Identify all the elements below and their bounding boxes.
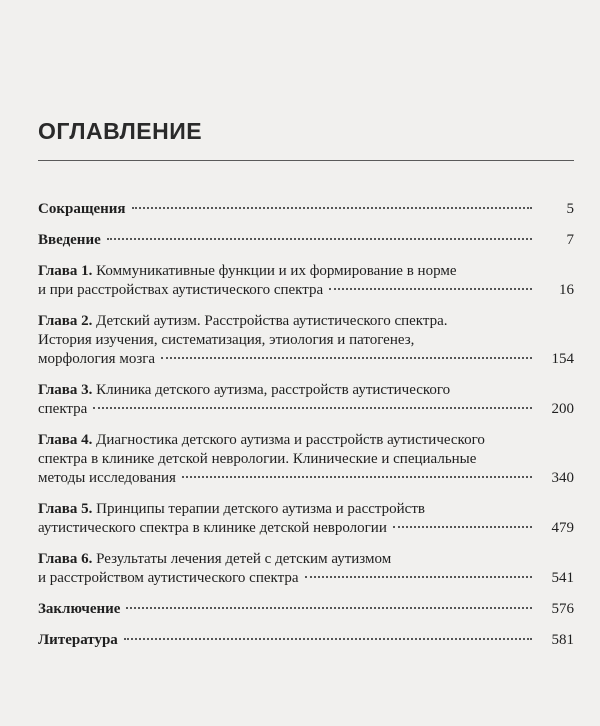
toc-entry-text: и расстройством аутистического спектра: [38, 570, 299, 586]
toc-entry-text: Диагностика детского аутизма и расстройств аутистического: [96, 432, 485, 448]
toc-entry-introduction[interactable]: [38, 231, 574, 250]
toc-page-number: 576: [551, 601, 574, 617]
toc-entry-label: Введение: [38, 232, 101, 248]
leader-dots: [329, 288, 532, 290]
toc-entry-abbreviations[interactable]: [38, 200, 574, 219]
toc-page-number: 200: [551, 401, 574, 417]
toc-entry-label: Глава 1.: [38, 263, 93, 279]
toc-entry-text: Результаты лечения детей с детским аутизмом: [96, 551, 392, 567]
toc-page-number: 154: [551, 351, 574, 367]
toc-page-number: 340: [551, 470, 574, 486]
leader-dots: [393, 526, 532, 528]
toc-entry-chapter-2[interactable]: [38, 312, 574, 369]
toc-entry-text: и при расстройствах аутистического спектра: [38, 282, 324, 298]
toc-page-number: 7: [566, 232, 574, 248]
toc-entry-label: Литература: [38, 632, 118, 648]
toc-entry-text: морфология мозга: [38, 351, 156, 367]
toc-page-number: 479: [551, 520, 574, 536]
toc-entry-text: спектра: [38, 401, 88, 417]
toc-entry-text: Клиника детского аутизма, расстройств аутистического: [96, 382, 451, 398]
title-divider: [38, 160, 574, 161]
toc-entry-conclusion[interactable]: [38, 600, 574, 619]
toc-entry-references[interactable]: [38, 631, 574, 650]
toc-entry-text: спектра в клинике детской неврологии. Клинические и специальные: [38, 451, 477, 467]
toc-entry-label: Глава 5.: [38, 501, 93, 517]
toc-entry-chapter-6[interactable]: [38, 550, 574, 588]
toc-entry-text: Детский аутизм. Расстройства аутистического спектра.: [96, 313, 448, 329]
leader-dots: [124, 638, 532, 640]
toc-page-number: 581: [551, 632, 574, 648]
leader-dots: [161, 357, 532, 359]
toc-entry-text: Принципы терапии детского аутизма и расстройств: [96, 501, 425, 517]
toc-entry-text: методы исследования: [38, 470, 176, 486]
leader-dots: [305, 576, 532, 578]
toc-page-number: 16: [559, 282, 574, 298]
toc-entry-label: Сокращения: [38, 201, 126, 217]
toc-entry-label: Глава 6.: [38, 551, 93, 567]
leader-dots: [132, 207, 532, 209]
toc-entry-text: История изучения, систематизация, этиология и патогенез,: [38, 332, 415, 348]
toc-entry-chapter-3[interactable]: [38, 381, 574, 419]
toc-entry-chapter-1[interactable]: [38, 262, 574, 300]
page-title: ОГЛАВЛЕНИЕ: [38, 118, 203, 144]
toc-entry-text: аутистического спектра в клинике детской неврологии: [38, 520, 387, 536]
leader-dots: [107, 238, 532, 240]
toc-entry-chapter-4[interactable]: [38, 431, 574, 488]
toc-page-number: 5: [566, 201, 574, 217]
leader-dots: [182, 476, 532, 478]
table-of-contents: [38, 200, 574, 662]
toc-entry-label: Глава 4.: [38, 432, 93, 448]
toc-entry-label: Глава 2.: [38, 313, 93, 329]
toc-entry-label: Заключение: [38, 601, 121, 617]
toc-entry-chapter-5[interactable]: [38, 500, 574, 538]
toc-page-number: 541: [551, 570, 574, 586]
toc-entry-text: Коммуникативные функции и их формирование в норме: [96, 263, 457, 279]
leader-dots: [93, 407, 532, 409]
leader-dots: [126, 607, 532, 609]
toc-entry-label: Глава 3.: [38, 382, 93, 398]
